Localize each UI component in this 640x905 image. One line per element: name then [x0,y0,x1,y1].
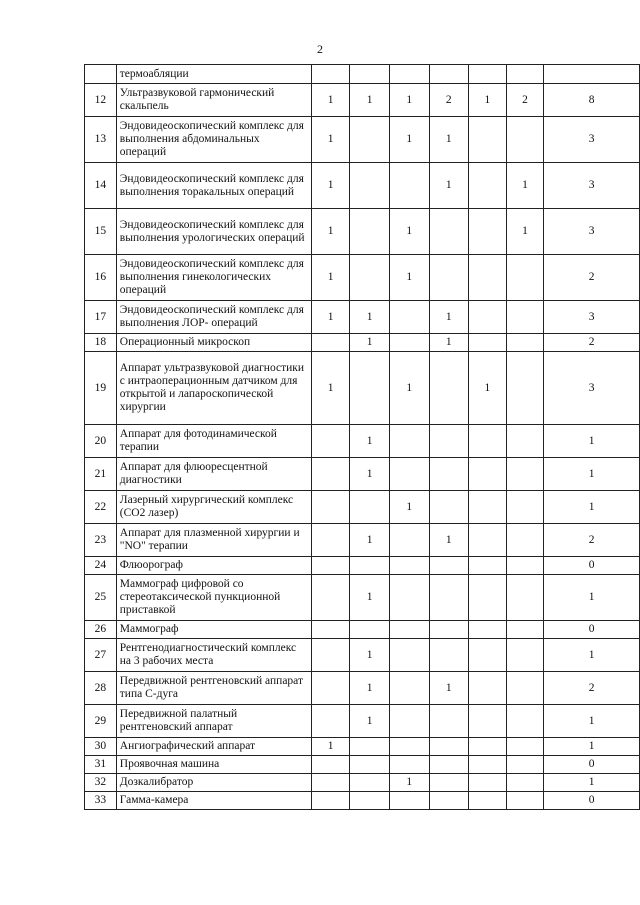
quantity-cell [389,425,429,458]
total-cell: 3 [544,209,640,255]
quantity-cell: 1 [350,672,390,705]
quantity-cell: 1 [350,575,390,621]
quantity-cell [469,672,507,705]
quantity-cell: 1 [350,301,390,334]
quantity-cell [506,334,544,352]
table-row [85,672,640,705]
quantity-cell [469,575,507,621]
quantity-cell [469,705,507,738]
equipment-name: Передвижной палатный рентгеновский аппарат [116,705,311,738]
quantity-cell: 1 [311,209,350,255]
equipment-name: Дозкалибратор [116,774,311,792]
quantity-cell: 1 [429,117,469,163]
quantity-cell [506,301,544,334]
row-number: 29 [85,705,117,738]
row-number: 12 [85,84,117,117]
total-cell: 1 [544,738,640,756]
row-number: 26 [85,621,117,639]
quantity-cell: 1 [350,458,390,491]
row-number: 17 [85,301,117,334]
equipment-name: Ангиографический аппарат [116,738,311,756]
total-cell: 1 [544,575,640,621]
total-cell: 3 [544,117,640,163]
quantity-cell: 1 [311,301,350,334]
equipment-name: Эндовидеоскопический комплекс для выполнения ЛОР- операций [116,301,311,334]
quantity-cell [469,163,507,209]
quantity-cell [429,756,469,774]
row-number: 15 [85,209,117,255]
quantity-cell: 1 [429,524,469,557]
quantity-cell: 1 [311,84,350,117]
table-row [85,621,640,639]
quantity-cell [389,705,429,738]
equipment-table-body [85,65,640,810]
quantity-cell [469,301,507,334]
table-row [85,84,640,117]
quantity-cell [389,621,429,639]
equipment-name: Ультразвуковой гармонический скальпель [116,84,311,117]
total-cell [544,65,640,84]
table-row [85,639,640,672]
quantity-cell [311,639,350,672]
quantity-cell: 1 [506,209,544,255]
row-number: 23 [85,524,117,557]
quantity-cell [311,672,350,705]
quantity-cell [429,352,469,425]
quantity-cell [506,255,544,301]
equipment-name: Маммограф цифровой со стереотаксической пункционной приставкой [116,575,311,621]
total-cell: 2 [544,255,640,301]
quantity-cell [469,738,507,756]
quantity-cell [506,621,544,639]
total-cell: 1 [544,458,640,491]
equipment-name: Аппарат для плазменной хирургии и "NO" терапии [116,524,311,557]
total-cell: 0 [544,557,640,575]
row-number: 13 [85,117,117,163]
quantity-cell [429,255,469,301]
quantity-cell [429,557,469,575]
quantity-cell [429,705,469,738]
quantity-cell [429,65,469,84]
quantity-cell [389,639,429,672]
quantity-cell [506,557,544,575]
table-row [85,557,640,575]
equipment-name: Передвижной рентгеновский аппарат типа С-дуга [116,672,311,705]
quantity-cell [506,425,544,458]
quantity-cell [506,491,544,524]
quantity-cell: 1 [350,639,390,672]
total-cell: 3 [544,352,640,425]
row-number: 14 [85,163,117,209]
row-number: 31 [85,756,117,774]
quantity-cell [506,756,544,774]
row-number: 33 [85,792,117,810]
quantity-cell: 1 [311,352,350,425]
quantity-cell [506,458,544,491]
quantity-cell [311,458,350,491]
quantity-cell [506,774,544,792]
row-number: 25 [85,575,117,621]
quantity-cell [506,352,544,425]
row-number: 30 [85,738,117,756]
quantity-cell [429,425,469,458]
quantity-cell [469,334,507,352]
quantity-cell [469,792,507,810]
quantity-cell [311,491,350,524]
equipment-name: Маммограф [116,621,311,639]
table-row [85,334,640,352]
quantity-cell [350,117,390,163]
quantity-cell [469,209,507,255]
quantity-cell [429,738,469,756]
table-row-continued [85,65,640,84]
row-number: 28 [85,672,117,705]
quantity-cell: 2 [429,84,469,117]
quantity-cell [506,524,544,557]
quantity-cell [350,738,390,756]
total-cell: 1 [544,639,640,672]
quantity-cell [469,524,507,557]
quantity-cell: 1 [389,352,429,425]
quantity-cell: 2 [506,84,544,117]
quantity-cell [469,756,507,774]
quantity-cell [506,575,544,621]
total-cell: 1 [544,425,640,458]
table-row [85,705,640,738]
equipment-name: Флюорограф [116,557,311,575]
quantity-cell [350,255,390,301]
equipment-name: термоабляции [116,65,311,84]
quantity-cell [311,792,350,810]
quantity-cell: 1 [429,334,469,352]
equipment-name: Аппарат для фотодинамической терапии [116,425,311,458]
quantity-cell: 1 [389,117,429,163]
quantity-cell [311,425,350,458]
quantity-cell [350,491,390,524]
quantity-cell [506,738,544,756]
quantity-cell [389,65,429,84]
equipment-name: Лазерный хирургический комплекс (СО2 лазер) [116,491,311,524]
quantity-cell [469,255,507,301]
quantity-cell: 1 [389,491,429,524]
equipment-table [84,64,640,810]
quantity-cell [350,65,390,84]
quantity-cell [311,756,350,774]
quantity-cell: 1 [311,255,350,301]
quantity-cell: 1 [429,672,469,705]
row-number: 16 [85,255,117,301]
quantity-cell: 1 [469,84,507,117]
quantity-cell [469,557,507,575]
quantity-cell: 1 [350,705,390,738]
quantity-cell [389,672,429,705]
total-cell: 0 [544,621,640,639]
quantity-cell: 1 [311,738,350,756]
equipment-name: Эндовидеоскопический комплекс для выполнения урологических операций [116,209,311,255]
quantity-cell [469,425,507,458]
quantity-cell [311,65,350,84]
total-cell: 2 [544,334,640,352]
quantity-cell [469,774,507,792]
quantity-cell: 1 [350,334,390,352]
total-cell: 8 [544,84,640,117]
quantity-cell [311,524,350,557]
equipment-name: Эндовидеоскопический комплекс для выполнения торакальных операций [116,163,311,209]
total-cell: 2 [544,524,640,557]
quantity-cell [311,705,350,738]
table-row [85,255,640,301]
quantity-cell: 1 [350,425,390,458]
table-row [85,352,640,425]
quantity-cell: 1 [389,84,429,117]
quantity-cell: 1 [311,117,350,163]
quantity-cell [429,621,469,639]
quantity-cell: 1 [389,774,429,792]
quantity-cell [469,65,507,84]
quantity-cell [389,792,429,810]
table-row [85,524,640,557]
quantity-cell [429,792,469,810]
quantity-cell [506,65,544,84]
quantity-cell [429,458,469,491]
quantity-cell [429,774,469,792]
quantity-cell [350,756,390,774]
quantity-cell: 1 [389,255,429,301]
equipment-name: Эндовидеоскопический комплекс для выполнения гинекологических операций [116,255,311,301]
total-cell: 2 [544,672,640,705]
equipment-name: Аппарат ультразвуковой диагностики с интраоперационным датчиком для открытой и лапароскопической хирургии [116,352,311,425]
table-row [85,774,640,792]
equipment-name: Проявочная машина [116,756,311,774]
quantity-cell [389,334,429,352]
row-number: 32 [85,774,117,792]
quantity-cell: 1 [429,301,469,334]
quantity-cell [506,639,544,672]
quantity-cell: 1 [311,163,350,209]
quantity-cell [389,557,429,575]
table-row [85,575,640,621]
quantity-cell [350,621,390,639]
quantity-cell [350,774,390,792]
equipment-name: Эндовидеоскопический комплекс для выполнения абдоминальных операций [116,117,311,163]
quantity-cell [506,792,544,810]
quantity-cell [350,557,390,575]
quantity-cell: 1 [350,84,390,117]
quantity-cell [350,792,390,810]
quantity-cell [429,575,469,621]
quantity-cell [429,639,469,672]
total-cell: 3 [544,301,640,334]
table-row [85,792,640,810]
equipment-name: Аппарат для флюоресцентной диагностики [116,458,311,491]
table-row [85,738,640,756]
quantity-cell [429,491,469,524]
table-row [85,458,640,491]
quantity-cell [311,334,350,352]
quantity-cell [469,491,507,524]
row-number: 21 [85,458,117,491]
quantity-cell [350,352,390,425]
quantity-cell [469,639,507,672]
quantity-cell [389,163,429,209]
table-row [85,756,640,774]
quantity-cell [469,458,507,491]
row-number: 27 [85,639,117,672]
total-cell: 0 [544,792,640,810]
quantity-cell [429,209,469,255]
equipment-name: Рентгенодиагностический комплекс на 3 рабочих места [116,639,311,672]
quantity-cell [389,756,429,774]
quantity-cell [389,301,429,334]
row-number: 18 [85,334,117,352]
quantity-cell: 1 [350,524,390,557]
row-number: 20 [85,425,117,458]
equipment-name: Гамма-камера [116,792,311,810]
table-row [85,425,640,458]
row-number: 24 [85,557,117,575]
quantity-cell [311,575,350,621]
total-cell: 3 [544,163,640,209]
quantity-cell [350,209,390,255]
total-cell: 1 [544,705,640,738]
equipment-name: Операционный микроскоп [116,334,311,352]
quantity-cell [469,621,507,639]
quantity-cell: 1 [429,163,469,209]
table-row [85,491,640,524]
quantity-cell [311,621,350,639]
quantity-cell [311,774,350,792]
quantity-cell [350,163,390,209]
table-row [85,163,640,209]
quantity-cell [506,117,544,163]
row-number [85,65,117,84]
row-number: 22 [85,491,117,524]
table-row [85,301,640,334]
quantity-cell [311,557,350,575]
quantity-cell: 1 [506,163,544,209]
quantity-cell [389,458,429,491]
total-cell: 1 [544,774,640,792]
quantity-cell [469,117,507,163]
quantity-cell [506,672,544,705]
quantity-cell [389,575,429,621]
quantity-cell [506,705,544,738]
total-cell: 0 [544,756,640,774]
total-cell: 1 [544,491,640,524]
quantity-cell: 1 [469,352,507,425]
quantity-cell [389,524,429,557]
table-row [85,209,640,255]
table-row [85,117,640,163]
quantity-cell: 1 [389,209,429,255]
row-number: 19 [85,352,117,425]
quantity-cell [389,738,429,756]
page-number: 2 [317,42,323,56]
